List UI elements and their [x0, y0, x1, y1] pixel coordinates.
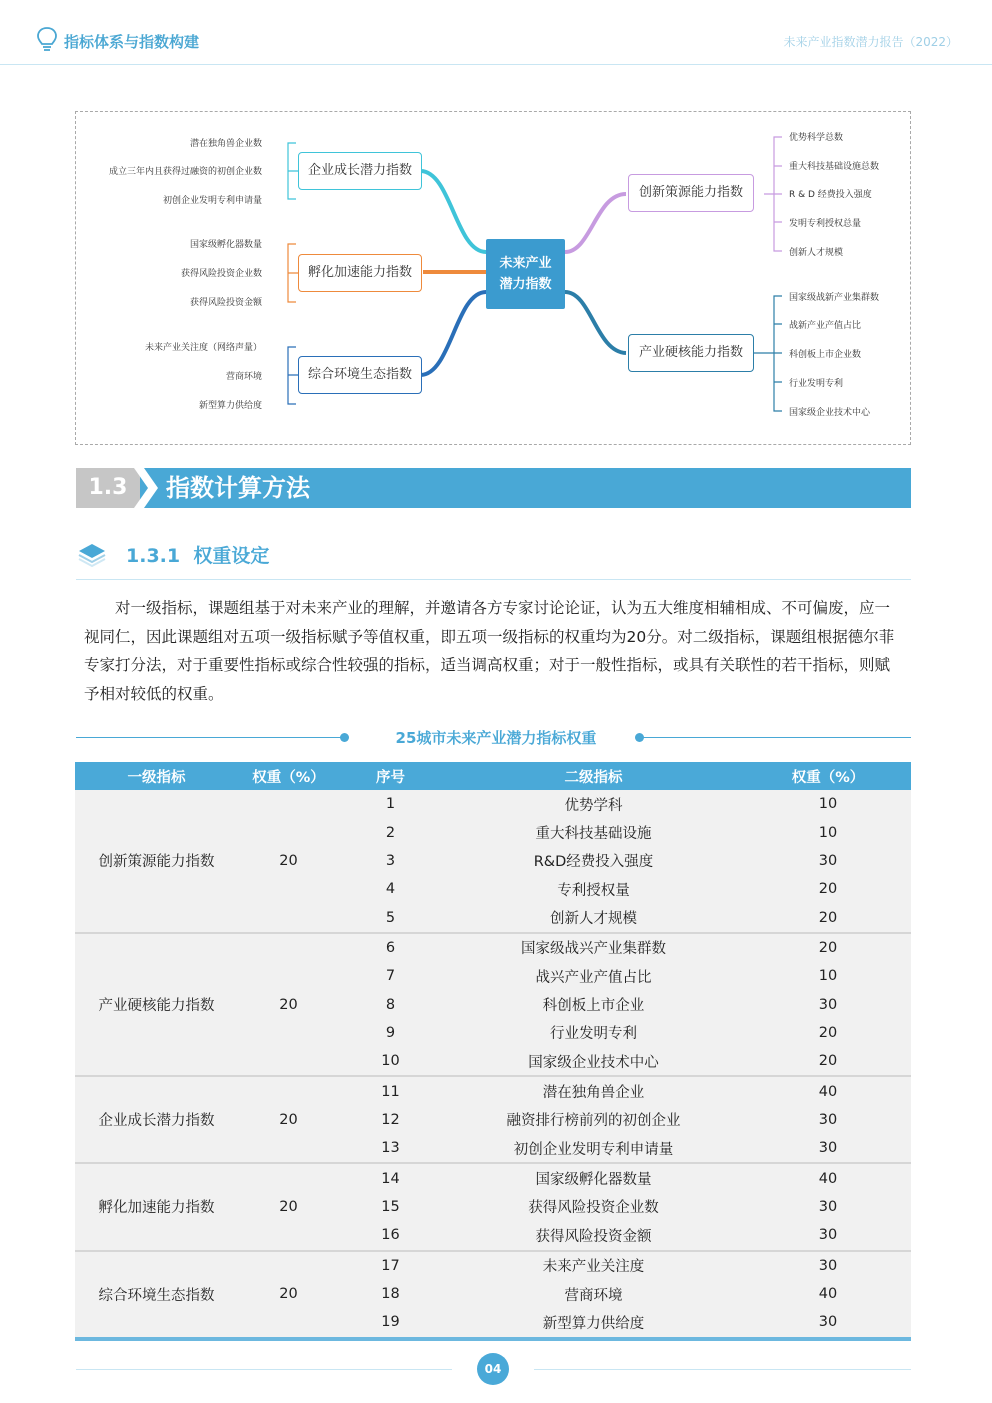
level2-indicator: R&D经费投入强度: [442, 847, 745, 875]
branch-industry-core: 产业硬核能力指数: [628, 334, 754, 372]
level2-weight: 40: [745, 1076, 911, 1105]
layers-icon: [78, 542, 106, 568]
leaf: 初创企业发明专利申请量: [162, 196, 262, 206]
row-number: 15: [339, 1193, 442, 1221]
level2-indicator: 国家级孵化器数量: [442, 1163, 745, 1192]
level2-weight: 20: [745, 1019, 911, 1047]
header-section-title: 指标体系与指数构建: [64, 33, 200, 51]
table-row: [75, 1163, 911, 1192]
leaf: 战新产业产值占比: [789, 321, 862, 331]
section-number: 1.3: [76, 468, 140, 508]
table-row: [75, 1076, 911, 1105]
level2-indicator: 新型算力供给度: [442, 1308, 745, 1338]
row-number: 19: [339, 1308, 442, 1338]
branch-ecosystem: 综合环境生态指数: [298, 356, 422, 394]
branch-innovation-source: 创新策源能力指数: [628, 174, 754, 212]
column-header: 二级指标: [442, 762, 745, 790]
level2-weight: 10: [745, 962, 911, 990]
row-number: 7: [339, 962, 442, 990]
level2-weight: 30: [745, 1193, 911, 1221]
level1-indicator: 孵化加速能力指数: [75, 1163, 238, 1250]
leaf: 未来产业关注度（网络声量）: [144, 343, 262, 353]
leaf: 优势科学总数: [789, 133, 844, 143]
level2-weight: 30: [745, 1106, 911, 1134]
level2-indicator: 国家级企业技术中心: [442, 1047, 745, 1076]
row-number: 6: [339, 933, 442, 962]
level2-indicator: 战兴产业产值占比: [442, 962, 745, 990]
level1-weight: 20: [238, 790, 339, 933]
leaf: 潜在独角兽企业数: [189, 139, 262, 149]
level2-indicator: 融资排行榜前列的初创企业: [442, 1106, 745, 1134]
table-row: [75, 933, 911, 962]
level2-weight: 40: [745, 1163, 911, 1192]
subsection-label: 权重设定: [193, 545, 270, 567]
leaf: 获得风险投资金额: [189, 298, 262, 308]
row-number: 14: [339, 1163, 442, 1192]
lightbulb-icon: [36, 26, 58, 52]
level2-weight: 20: [745, 933, 911, 962]
level2-weight: 30: [745, 1221, 911, 1250]
row-number: 8: [339, 990, 442, 1018]
level2-weight: 30: [745, 847, 911, 875]
level2-weight: 40: [745, 1280, 911, 1308]
divider: [76, 579, 911, 580]
level2-weight: 20: [745, 1047, 911, 1076]
row-number: 11: [339, 1076, 442, 1105]
leaf: 国家级企业技术中心: [789, 408, 871, 418]
leaf: 获得风险投资企业数: [180, 269, 262, 279]
leaf: 科创板上市企业数: [789, 350, 862, 360]
row-number: 2: [339, 818, 442, 846]
level2-indicator: 潜在独角兽企业: [442, 1076, 745, 1105]
level1-indicator: 产业硬核能力指数: [75, 933, 238, 1077]
row-number: 18: [339, 1280, 442, 1308]
weights-table: [75, 762, 911, 1341]
center-line-1: 未来产业: [499, 256, 552, 271]
body-paragraph: 对一级指标，课题组基于对未来产业的理解，并邀请各方专家讨论论证，认为五大维度相辅相成、不可偏废，应一视同仁，因此课题组对五项一级指标赋予等值权重，即五项一级指标的权重均为20分。对二级指标，课题组根据德尔菲专家打分法，对于重要性指标或综合性较强的指标，适当调高权重；对于一般性指标，或具有关联性的若干指标，则赋予相对较低的权重。: [84, 599, 895, 703]
level2-weight: 30: [745, 1251, 911, 1280]
page-number: 04: [477, 1353, 509, 1385]
level1-weight: 20: [238, 1163, 339, 1250]
leaf: 发明专利授权总量: [789, 219, 862, 229]
level2-weight: 30: [745, 1308, 911, 1338]
level2-indicator: 国家级战兴产业集群数: [442, 933, 745, 962]
row-number: 12: [339, 1106, 442, 1134]
leaf: 创新人才规模: [789, 248, 844, 258]
subsection-title: [126, 541, 269, 568]
column-header: 权重（%）: [238, 762, 339, 790]
divider: [640, 737, 911, 738]
level2-weight: 20: [745, 903, 911, 932]
level2-indicator: 创新人才规模: [442, 903, 745, 932]
level2-weight: 30: [745, 990, 911, 1018]
level2-indicator: 专利授权量: [442, 875, 745, 903]
level2-indicator: 获得风险投资金额: [442, 1221, 745, 1250]
level1-indicator: 创新策源能力指数: [75, 790, 238, 933]
level2-indicator: 重大科技基础设施: [442, 818, 745, 846]
column-header: 一级指标: [75, 762, 238, 790]
header-report-title: 未来产业指数潜力报告（2022）: [783, 35, 958, 49]
level2-indicator: 未来产业关注度: [442, 1251, 745, 1280]
level2-indicator: 营商环境: [442, 1280, 745, 1308]
row-number: 4: [339, 875, 442, 903]
section-title: 指数计算方法: [166, 474, 310, 502]
level2-weight: 10: [745, 818, 911, 846]
center-line-2: 潜力指数: [499, 277, 552, 292]
leaf: 营商环境: [225, 372, 262, 382]
table-title: 25城市未来产业潜力指标权重: [395, 729, 597, 747]
level1-indicator: 综合环境生态指数: [75, 1251, 238, 1339]
leaf: 新型算力供给度: [198, 401, 262, 411]
level2-weight: 30: [745, 1134, 911, 1163]
table-row: [75, 1251, 911, 1280]
row-number: 5: [339, 903, 442, 932]
column-header: 序号: [339, 762, 442, 790]
leaf: R & D 经费投入强度: [789, 190, 872, 200]
leaf: 国家级孵化器数量: [189, 240, 262, 250]
row-number: 13: [339, 1134, 442, 1163]
row-number: 17: [339, 1251, 442, 1280]
index-mindmap: [75, 111, 911, 445]
leaf: 国家级战新产业集群数: [789, 293, 880, 303]
level2-weight: 10: [745, 790, 911, 818]
row-number: 9: [339, 1019, 442, 1047]
level2-weight: 20: [745, 875, 911, 903]
leaf: 行业发明专利: [789, 379, 844, 389]
row-number: 10: [339, 1047, 442, 1076]
level2-indicator: 优势学科: [442, 790, 745, 818]
table-row: [75, 790, 911, 818]
level1-indicator: 企业成长潜力指数: [75, 1076, 238, 1163]
leaf: 成立三年内且获得过融资的初创企业数: [108, 167, 262, 177]
column-header: 权重（%）: [745, 762, 911, 790]
branch-incubation: 孵化加速能力指数: [298, 254, 422, 292]
level1-weight: 20: [238, 933, 339, 1077]
leaf: 重大科技基础设施总数: [789, 162, 880, 172]
level2-indicator: 科创板上市企业: [442, 990, 745, 1018]
mindmap-center-node: [486, 239, 565, 309]
level1-weight: 20: [238, 1251, 339, 1339]
footer-divider: [76, 1369, 452, 1370]
footer-divider: [534, 1369, 911, 1370]
level2-indicator: 获得风险投资企业数: [442, 1193, 745, 1221]
chevron-right-icon: [134, 468, 162, 508]
level2-indicator: 初创企业发明专利申请量: [442, 1134, 745, 1163]
row-number: 3: [339, 847, 442, 875]
level1-weight: 20: [238, 1076, 339, 1163]
level2-indicator: 行业发明专利: [442, 1019, 745, 1047]
row-number: 1: [339, 790, 442, 818]
page-header: [0, 0, 992, 65]
subsection-number: 1.3.1: [126, 545, 181, 567]
branch-enterprise-growth: 企业成长潜力指数: [298, 152, 422, 190]
table-header-row: [75, 762, 911, 790]
row-number: 16: [339, 1221, 442, 1250]
